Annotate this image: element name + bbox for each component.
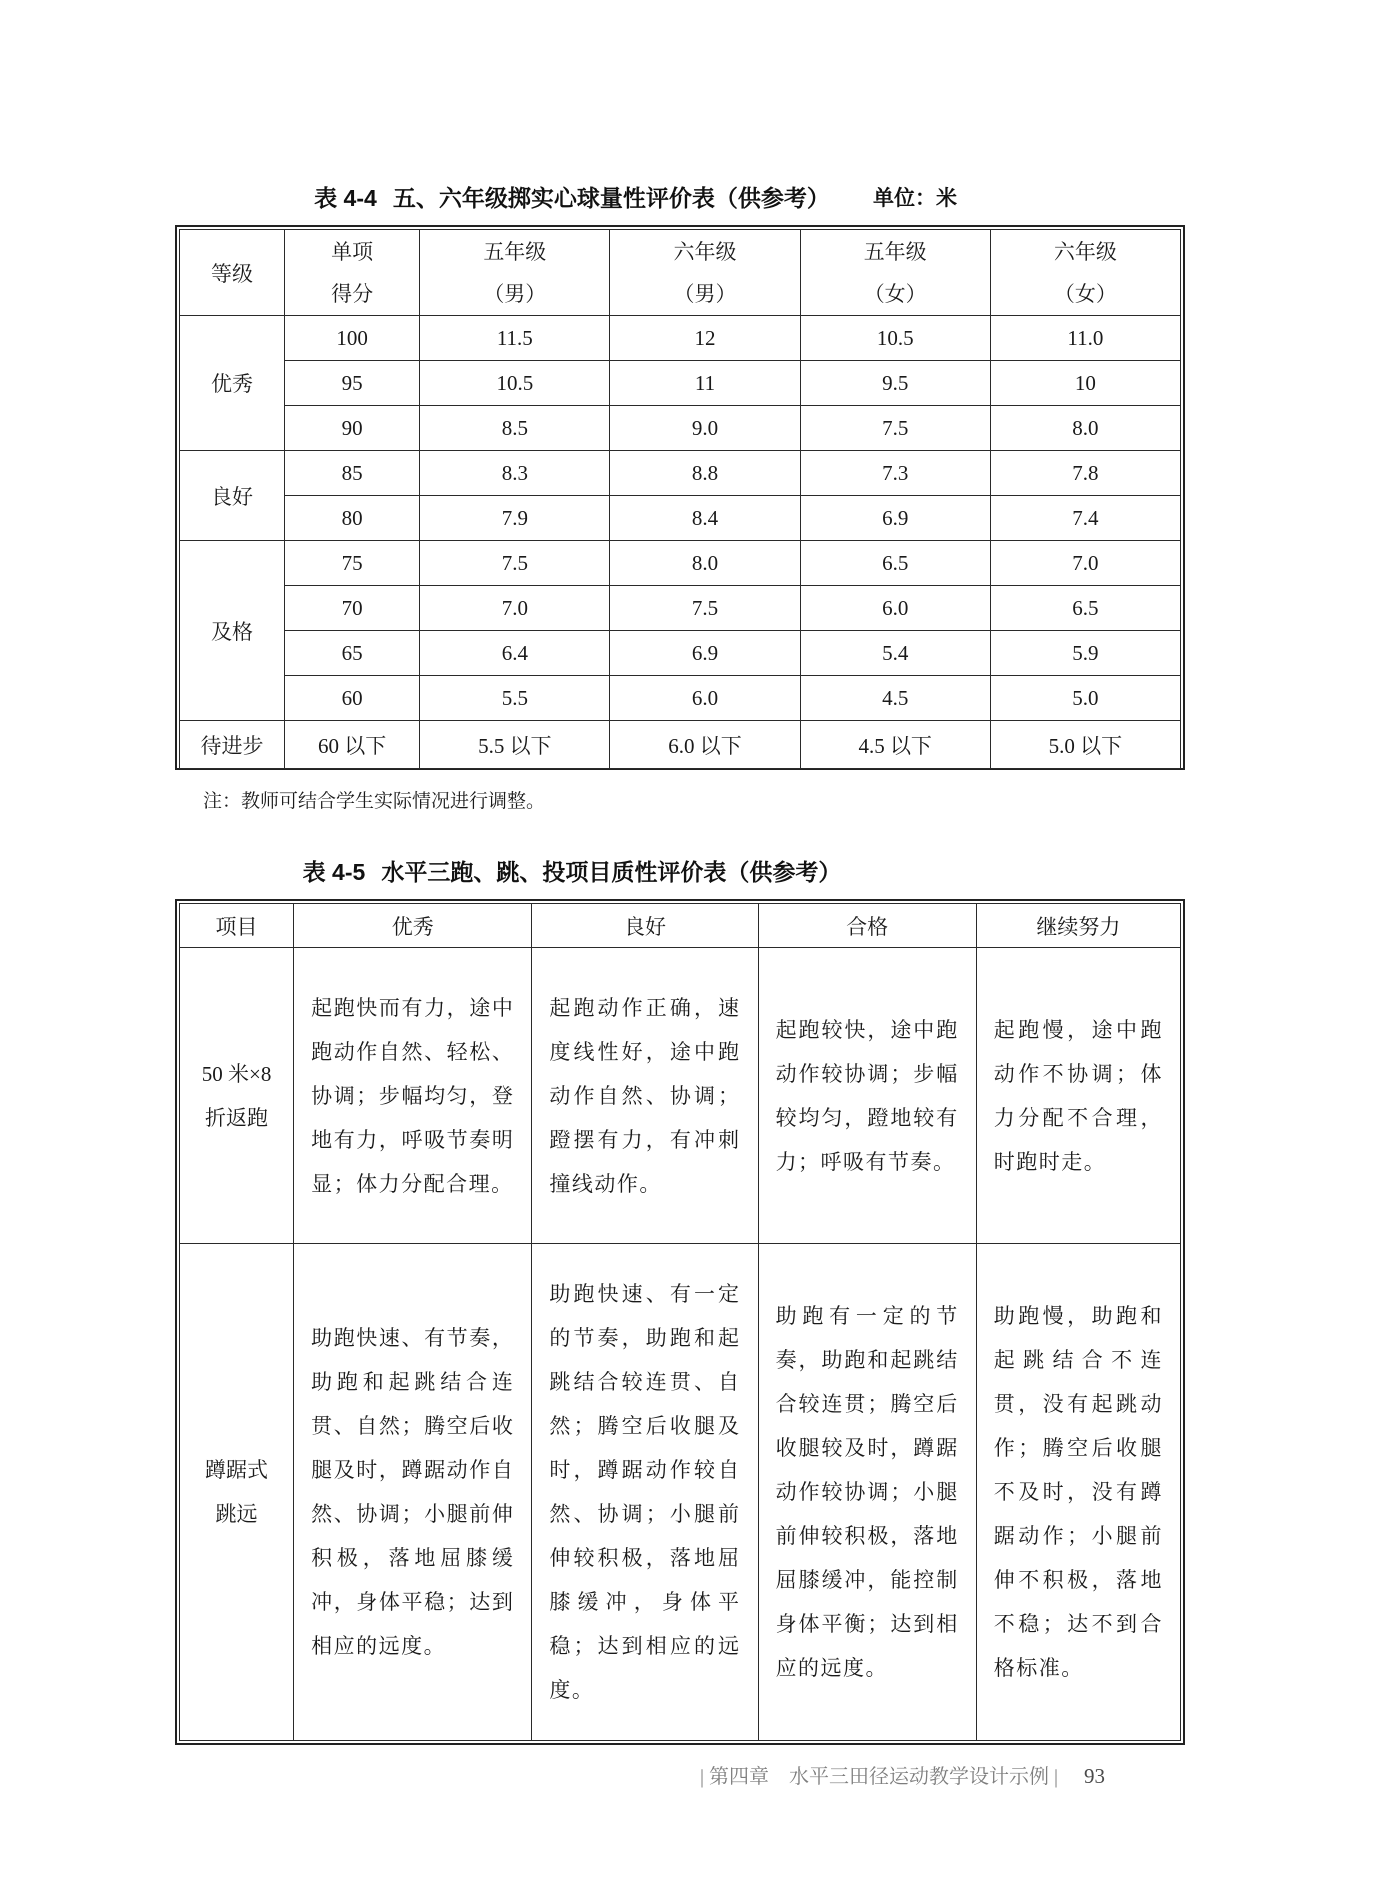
table-4-5-tag: 表 4-5: [302, 859, 366, 885]
table-cell: 85: [285, 451, 420, 496]
table-cell: 4.5 以下: [800, 721, 990, 769]
table-cell: 5.5: [420, 676, 610, 721]
table-cell: 10: [990, 361, 1180, 406]
table-4-5: [175, 899, 1185, 1745]
header-cell-g6-boys: [610, 230, 800, 316]
table-cell: 8.4: [610, 496, 800, 541]
header-line: 五年级: [863, 239, 927, 264]
table-cell: 8.0: [990, 406, 1180, 451]
header-line: （男）: [673, 281, 737, 306]
item-cell: [180, 948, 294, 1244]
keep-trying-cell: 起跑慢，途中跑动作不协调；体力分配不合理，时跑时走。: [976, 948, 1180, 1244]
grade-label-good: 良好: [180, 451, 285, 541]
table-cell: 11.0: [990, 316, 1180, 361]
header-line: （女）: [863, 281, 927, 306]
header-cell-excellent: 优秀: [294, 904, 532, 948]
table-row: [180, 496, 1181, 541]
table-cell: 6.5: [800, 541, 990, 586]
keep-trying-cell: 助跑慢，助跑和起跳结合不连贯，没有起跳动作；腾空后收腿不及时，没有蹲踞动作；小腿前伸不积极，落地不稳；达不到合格标准。: [976, 1244, 1180, 1741]
table-cell: 12: [610, 316, 800, 361]
unit-label: 单位：米: [873, 187, 957, 210]
item-line: 跳远: [215, 1502, 258, 1527]
header-line: 得分: [331, 281, 374, 306]
excellent-cell: 助跑快速、有节奏，助跑和起跳结合连贯、自然；腾空后收腿及时，蹲踞动作自然、协调；小腿前伸积极，落地屈膝缓冲，身体平稳；达到相应的远度。: [294, 1244, 532, 1741]
header-cell-g5-girls: [800, 230, 990, 316]
excellent-cell: 起跑快而有力，途中跑动作自然、轻松、协调；步幅均匀，登地有力，呼吸节奏明显；体力分配合理。: [294, 948, 532, 1244]
table-cell: 9.5: [800, 361, 990, 406]
table-cell: 90: [285, 406, 420, 451]
table-row: [180, 676, 1181, 721]
table-cell: 9.0: [610, 406, 800, 451]
header-cell-g6-girls: [990, 230, 1180, 316]
table-4-4: [175, 225, 1185, 770]
table-row: [180, 406, 1181, 451]
footer-chapter: | 第四章 水平三田径运动教学设计示例 |: [699, 1766, 1058, 1788]
header-line: 五年级: [483, 239, 547, 264]
table-row: [180, 541, 1181, 586]
good-cell: 助跑快速、有一定的节奏，助跑和起跳结合较连贯、自然；腾空后收腿及时，蹲踞动作较自然、协调；小腿前伸较积极，落地屈膝缓冲，身体平稳；达到相应的远度。: [532, 1244, 758, 1741]
table-cell: 11: [610, 361, 800, 406]
table-row-squat-long-jump: [180, 1244, 1181, 1741]
table-cell: 6.9: [800, 496, 990, 541]
table-4-4-note: 注：教师可结合学生实际情况进行调整。: [203, 791, 546, 812]
table-4-4-header-row: [180, 230, 1181, 316]
item-cell: [180, 1244, 294, 1741]
table-cell: 11.5: [420, 316, 610, 361]
table-cell: 100: [285, 316, 420, 361]
table-cell: 5.0: [990, 676, 1180, 721]
header-cell-keep-trying: 继续努力: [976, 904, 1180, 948]
header-cell-good: 良好: [532, 904, 758, 948]
table-row: [180, 631, 1181, 676]
good-cell: 起跑动作正确，速度线性好，途中跑动作自然、协调；蹬摆有力，有冲刺撞线动作。: [532, 948, 758, 1244]
table-4-4-title-text: 五、六年级掷实心球量性评价表（供参考）: [392, 185, 830, 211]
table-cell: 7.5: [800, 406, 990, 451]
table-cell: 70: [285, 586, 420, 631]
table-cell: 7.4: [990, 496, 1180, 541]
grade-label-pass: 及格: [180, 541, 285, 721]
table-cell: 65: [285, 631, 420, 676]
table-cell: 5.9: [990, 631, 1180, 676]
table-cell: 6.4: [420, 631, 610, 676]
grade-label-needs-improvement: 待进步: [180, 721, 285, 769]
table-cell: 7.0: [420, 586, 610, 631]
table-row: [180, 721, 1181, 769]
header-cell-item: 项目: [180, 904, 294, 948]
table-cell: 6.0: [800, 586, 990, 631]
table-4-4-tag: 表 4-4: [314, 185, 377, 211]
table-row-shuttle-run: [180, 948, 1181, 1244]
table-cell: 4.5: [800, 676, 990, 721]
table-cell: 7.5: [610, 586, 800, 631]
table-cell: 10.5: [800, 316, 990, 361]
table-cell: 75: [285, 541, 420, 586]
pass-cell: 起跑较快，途中跑动作较协调；步幅较均匀，蹬地较有力；呼吸有节奏。: [758, 948, 976, 1244]
table-cell: 60: [285, 676, 420, 721]
table-row: [180, 316, 1181, 361]
header-line: （男）: [483, 281, 547, 306]
header-line: （女）: [1053, 281, 1117, 306]
table-4-5-header-row: [180, 904, 1181, 948]
table-cell: 8.8: [610, 451, 800, 496]
table-cell: 7.8: [990, 451, 1180, 496]
item-line: 折返跑: [205, 1105, 269, 1130]
table-cell: 5.4: [800, 631, 990, 676]
table-4-4-title: [175, 180, 1185, 213]
header-cell-pass: 合格: [758, 904, 976, 948]
table-row: [180, 451, 1181, 496]
table-4-5-title-text: 水平三跑、跳、投项目质性评价表（供参考）: [381, 859, 842, 885]
table-cell: 95: [285, 361, 420, 406]
table-cell: 6.5: [990, 586, 1180, 631]
table-cell: 8.5: [420, 406, 610, 451]
table-row: [180, 361, 1181, 406]
table-cell: 8.0: [610, 541, 800, 586]
page-content: [175, 0, 1185, 1891]
table-cell: 10.5: [420, 361, 610, 406]
table-4-5-title: [175, 854, 1185, 887]
table-cell: 60 以下: [285, 721, 420, 769]
page-footer: [700, 1760, 1105, 1789]
item-line: 50 米×8: [201, 1061, 272, 1086]
header-cell-grade: 等级: [180, 230, 285, 316]
header-line: 六年级: [1053, 239, 1117, 264]
table-cell: 7.3: [800, 451, 990, 496]
table-cell: 7.5: [420, 541, 610, 586]
table-cell: 80: [285, 496, 420, 541]
header-line: 单项: [331, 239, 374, 264]
table-cell: 6.0: [610, 676, 800, 721]
footer-page-number: 93: [1084, 1764, 1105, 1788]
grade-label-excellent: 优秀: [180, 316, 285, 451]
table-cell: 7.9: [420, 496, 610, 541]
header-cell-g5-boys: [420, 230, 610, 316]
header-cell-score: [285, 230, 420, 316]
table-row: [180, 586, 1181, 631]
table-cell: 6.9: [610, 631, 800, 676]
table-cell: 8.3: [420, 451, 610, 496]
item-line: 蹲踞式: [205, 1458, 269, 1483]
pass-cell: 助跑有一定的节奏，助跑和起跳结合较连贯；腾空后收腿较及时，蹲踞动作较协调；小腿前伸较积极，落地屈膝缓冲，能控制身体平衡；达到相应的远度。: [758, 1244, 976, 1741]
table-cell: 7.0: [990, 541, 1180, 586]
table-cell: 6.0 以下: [610, 721, 800, 769]
header-line: 六年级: [673, 239, 737, 264]
table-cell: 5.0 以下: [990, 721, 1180, 769]
table-cell: 5.5 以下: [420, 721, 610, 769]
